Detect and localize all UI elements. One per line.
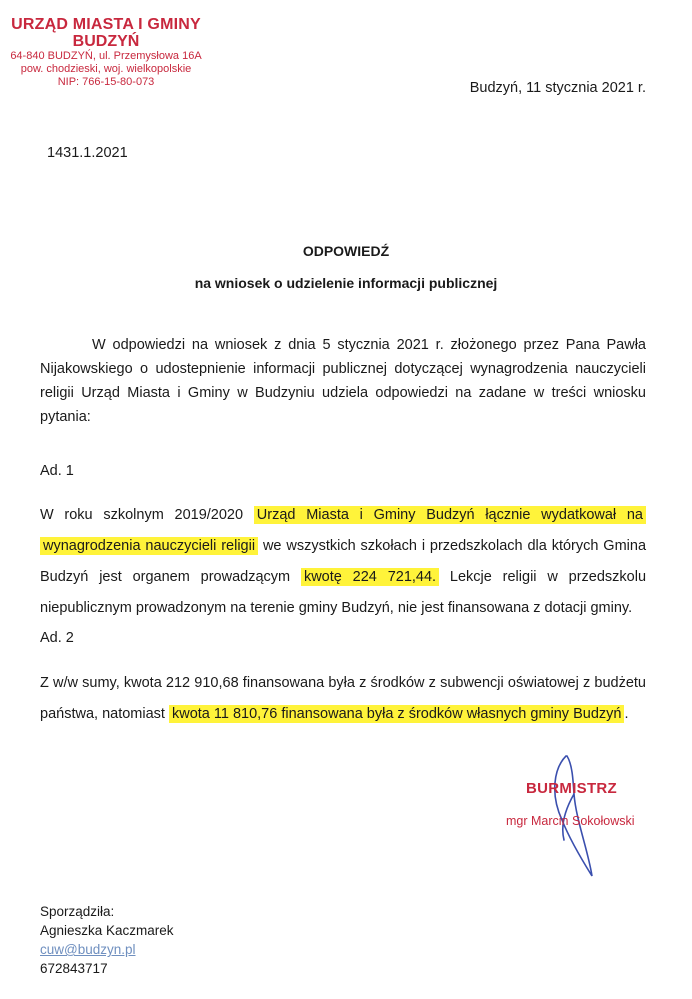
ad1-label: Ad. 1 — [40, 463, 74, 479]
ad2-paragraph — [40, 668, 646, 730]
prepared-by-label: Sporządziła: — [40, 904, 115, 919]
ad1-paragraph — [40, 500, 646, 624]
ad2-highlight: kwota 11 810,76 finansowana była z środków własnych gminy Budzyń — [169, 705, 624, 723]
ad1-highlight-amount: kwotę 224 721,44. — [301, 568, 439, 586]
preparer-phone: 672843717 — [40, 961, 108, 976]
stamp-address: 64-840 BUDZYŃ, ul. Przemysłowa 16A — [10, 50, 202, 62]
prepared-by-block — [40, 902, 174, 978]
ad1-highlight-1: Urząd Miasta i Gminy Budzyń łącznie wydatkował na — [254, 506, 646, 524]
intro-paragraph: W odpowiedzi na wniosek z dnia 5 stycznia 2021 r. złożonego przez Pana Pawła Nijakowskiego o udostepnienie informacji publicznej dotyczącej wynagrodzenia nauczycieli religii Urząd Miasta i Gminy w Budzyniu udziela odpowiedzi na zadane w treści wniosku pytania: — [40, 337, 646, 425]
stamp-office-name: URZĄD MIASTA I GMINY — [11, 16, 201, 33]
ad1-highlight-2: wynagrodzenia nauczycieli religii — [40, 537, 258, 555]
signatory-role: BURMISTRZ — [526, 780, 618, 797]
ad2-text-part1: Z w/w sumy, kwota 212 910,68 finansowana była z środków z subwencji oświatowej z budżetu państwa, natomiast — [40, 675, 646, 722]
ad2-text-part2: . — [624, 706, 629, 722]
ad2-label: Ad. 2 — [40, 630, 74, 646]
ad1-text-part1: W roku szkolnym 2019/2020 — [40, 507, 244, 523]
reference-number: 1431.1.2021 — [47, 145, 128, 161]
preparer-name: Agnieszka Kaczmarek — [40, 923, 174, 938]
preparer-email-link[interactable]: cuw@budzyn.pl — [40, 942, 136, 957]
ad1-text-part2: we wszystkich szkołach i przedszkolach dla których Gmina Budzyń jest organem prowadzącym — [40, 538, 647, 585]
office-stamp — [10, 16, 202, 89]
stamp-nip: NIP: 766-15-80-073 — [57, 76, 155, 88]
signature-block — [470, 750, 670, 880]
document-title: ODPOWIEDŹ — [302, 243, 390, 259]
signatory-name: mgr Marcin Sokołowski — [506, 814, 635, 828]
letter-date: Budzyń, 11 stycznia 2021 r. — [469, 80, 646, 96]
stamp-town-name: BUDZYŃ — [72, 33, 140, 50]
stamp-county: pow. chodzieski, woj. wielkopolskie — [20, 63, 192, 75]
document-subtitle: na wniosek o udzielenie informacji publicznej — [194, 275, 498, 291]
ad1-text-part3: Lekcje religii w przedszkolu niepublicznym prowadzonym na terenie gminy Budzyń, nie jest finansowana z dotacji gminy. — [40, 569, 647, 616]
